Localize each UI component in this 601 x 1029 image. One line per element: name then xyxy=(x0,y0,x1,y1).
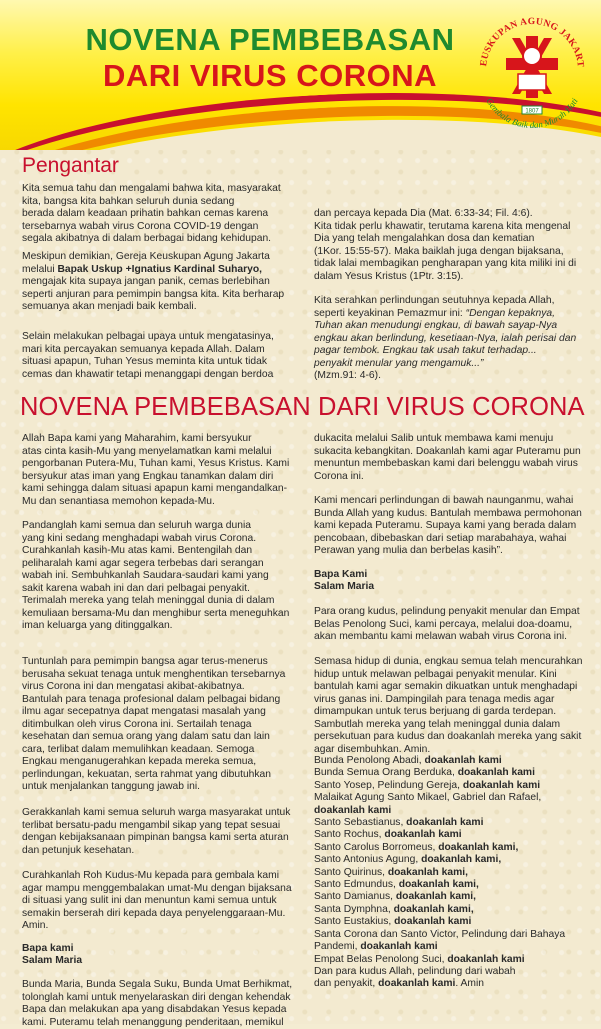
novena-right-paragraph-3: Para orang kudus, pelindung penyakit menular dan Empat Belas Penolong Suci, kami percaya, melalui doa-doamu, akan membantu kami melawan wabah virus Corona ini. xyxy=(314,606,580,642)
litany-invocation: Santa Corona dan Santo Victor, Pelindung dari Bahaya xyxy=(314,928,566,940)
litany-invocation: Bunda Semua Orang Berduka, xyxy=(314,767,458,779)
intro-paragraph-2: Meskipun demikian, Gereja Keuskupan Agung Jakarta melalui Bapak Uskup +Ignatius Kardinal Suharyo, mengajak kita supaya jangan panik, cemas berlebihan seperti anjuran para pemimpin bangsa kita. Kita berharap semuanya akan menjadi baik kembali. xyxy=(22,251,285,312)
litany-invocation: Santo Yosep, Pelindung Gereja, xyxy=(314,779,463,791)
litany-response: doakanlah kami, xyxy=(387,866,468,878)
litany-response: doakanlah kami xyxy=(457,767,535,779)
litany-line xyxy=(314,792,599,804)
litany-line xyxy=(314,941,599,953)
litany-response: doakanlah kami, xyxy=(421,854,502,866)
intro-paragraph-1: Kita semua tahu dan mengalami bahwa kita, masyarakat kita, bangsa kita bahkan seluruh dunia sedang berada dalam keadaan prihatin bahkan cemas karena tersebarnya wabah virus Corona COVID-19 dengan segala akibatnya di dalam berbagai bidang kehidupan. xyxy=(22,183,281,244)
right-prayer-bapa-kami: Bapa Kami xyxy=(314,569,368,580)
novena-left-paragraph-2: Pandanglah kami semua dan seluruh warga dunia yang kini sedang menghadapi wabah virus Corona. Curahkanlah kasih-Mu atas kami. Bentengilah dan peliharalah kami agar segera terbebas dari serangan wabah ini. Sembuhkanlah Saudara-saudari kami yang sakit karena wabah ini dan dari pelbagai penyakit. Terimalah mereka yang telah meninggal dunia di dalam kemuliaan bersama-Mu dan menghibur serta meneguhkan iman keluarga yang ditinggalkan. xyxy=(22,520,290,631)
litany-line xyxy=(314,954,599,966)
litany-line xyxy=(314,978,599,990)
litany-invocation: Bunda Penolong Abadi, xyxy=(314,755,425,766)
litany-line xyxy=(314,891,599,903)
litany-line xyxy=(314,966,599,978)
litany-response: doakanlah kami xyxy=(406,817,484,829)
novena-left-paragraph-4: Gerakkanlah kami semua seluruh warga masyarakat untuk terlibat bersatu-padu mengambil sikap yang tepat sesuai dengan kebijaksanaan pimpinan bangsa kami serta aturan dan petunjuk kesehatan. xyxy=(22,807,291,856)
title-line-1: NOVENA PEMBEBASAN xyxy=(85,22,455,57)
litany-invocation: Santo Damianus, xyxy=(314,891,396,903)
litany-response: doakanlah kami xyxy=(314,804,392,816)
intro-paragraph-5: Kita serahkan perlindungan seutuhnya kepada Allah, seperti keyakinan Pemazmur ini: “Dengan kepaknya, Tuhan akan menudungi engkau, di bawah sayap-Nya engkau akan berlindung, kesetiaan-Nya, ialah perisai dan pagar tembok. Engkau tak usah takut terhadap... penyakit menular yang mengamuk...” (Mzm.91: 4-6). xyxy=(314,295,577,381)
litany-invocation: Pandemi, xyxy=(314,941,361,953)
litany-line xyxy=(314,854,599,866)
novena-right-paragraph-2: Kami mencari perlindungan di bawah naunganmu, wahai Bunda Allah yang kudus. Bantulah membawa permohonan kami kepada Puteramu. Supaya kami yang berada dalam pencobaan, dibebaskan dari setiap marabahaya, wahai Perawan yang mulia dan berbelas kasih”. xyxy=(314,495,582,556)
bishop-name: Bapak Uskup +Ignatius Kardinal Suharyo, xyxy=(57,263,263,275)
title-line-2: DARI VIRUS CORONA xyxy=(102,58,437,93)
litany-line xyxy=(314,904,599,916)
litany-line xyxy=(314,929,599,941)
intro-paragraph-3: Selain melakukan pelbagai upaya untuk mengatasinya, mari kita percayakan semuanya kepada Allah. Dalam situasi apapun, Tuhan Yesus meminta kita untuk tidak cemas dan khawatir tetapi menanggapi dengan berdoa xyxy=(22,331,274,380)
litany-list xyxy=(314,755,599,991)
header-banner xyxy=(0,0,601,150)
left-prayer-salam-maria: Salam Maria xyxy=(22,955,83,966)
novena-heading: NOVENA PEMBEBASAN DARI VIRUS CORONA xyxy=(20,393,585,421)
litany-invocation: Dan para kudus Allah, pelindung dari wabah xyxy=(314,965,516,977)
litany-line xyxy=(314,879,599,891)
litany-invocation: Santo Carolus Borromeus, xyxy=(314,841,439,853)
novena-left-paragraph-3: Tuntunlah para pemimpin bangsa agar terus-menerus berusaha sekuat tenaga untuk menghentikan tersebarnya virus Corona ini dan mengatasi akibat-akibatnya. Bantulah para tenaga profesional dalam pelbagai bidang ilmu agar secepatnya dapat mengatasi masalah yang ditimbulkan oleh virus Corona ini. Sertailah tenaga kesehatan dan semua orang yang dalam satu dan lain cara, terlibat dalam memulihkan keadaan. Semoga Engkau menganugerahkan kepada mereka semua, perlindungan, kekuatan, serta rahmat yang dibutuhkan untuk menjalankan tanggung jawab ini. xyxy=(22,656,286,792)
intro-paragraph-4: dan percaya kepada Dia (Mat. 6:33-34; Fil. 4:6). Kita tidak perlu khawatir, terutama karena kita mengenal Dia yang telah mengalahkan dosa dan kematian (1Kor. 15:55-57). Maka baiklah juga dengan bijaksana, tidak lalai membagikan pengharapan yang kita miliki ini di dalam Yesus Kristus (1Ptr. 3:15). xyxy=(314,208,577,282)
right-prayer-salam-maria: Salam Maria xyxy=(314,581,375,592)
litany-response: doakanlah kami xyxy=(378,978,456,990)
litany-invocation: Malaikat Agung Santo Mikael, Gabriel dan Rafael, xyxy=(314,792,542,804)
litany-line xyxy=(314,916,599,928)
archdiocese-seal-icon xyxy=(468,6,596,134)
litany-response: doakanlah kami, xyxy=(393,903,474,915)
litany-invocation: Santo Antonius Agung, xyxy=(314,854,422,866)
litany-response: doakanlah kami, xyxy=(438,841,519,853)
logo-arc-text: EUSKUPAN AGUNG JAKART xyxy=(479,16,585,68)
psalm-quote: “Dengan kepaknya, Tuhan akan menudungi engkau, di bawah sayap-Nya engkau akan berlindung, kesetiaan-Nya, ialah perisai dan pagar tembok. Engkau tak usah takut terhadap... penyakit menular yang mengamuk...” xyxy=(314,307,577,369)
litany-invocation: Santo Eustakius, xyxy=(314,916,395,928)
litany-line xyxy=(314,829,599,841)
logo-motto: Gembala Baik dan Murah Hati xyxy=(484,96,580,131)
logo-year: 1807 xyxy=(525,108,539,115)
litany-invocation: Santo Edmundus, xyxy=(314,879,399,891)
litany-response: doakanlah kami xyxy=(384,829,462,841)
litany-line xyxy=(314,767,599,779)
litany-tail: . Amin xyxy=(455,978,485,990)
litany-invocation: Empat Belas Penolong Suci, xyxy=(314,953,448,965)
litany-line xyxy=(314,780,599,792)
litany-invocation: Santo Rochus, xyxy=(314,829,385,841)
litany-invocation: Santa Dymphna, xyxy=(314,903,394,915)
novena-right-paragraph-1: dukacita melalui Salib untuk membawa kami menuju sukacita kebangkitan. Doakanlah kami agar Puteramu pun menuntun membebaskan kami dari belenggu wabah virus Corona ini. xyxy=(314,433,581,482)
litany-invocation: dan penyakit, xyxy=(314,978,379,990)
archdiocese-logo xyxy=(468,6,596,134)
litany-response: doakanlah kami xyxy=(447,953,525,965)
novena-right-paragraph-4: Semasa hidup di dunia, engkau semua telah mencurahkan hidup untuk melawan pelbagai penyakit menular. Kini bantulah kami agar semakin dikuatkan untuk menghadapi virus ganas ini. Dampingilah para tenaga medis agar dimampukan untuk terus berjuang di garda terdepan. Sambutlah mereka yang telah meninggal dunia dalam persekutuan para kudus dan doakanlah mereka yang sakit agar disembuhkan. Amin. xyxy=(314,656,583,755)
litany-response: doakanlah kami xyxy=(462,779,541,791)
litany-invocation: Santo Quirinus, xyxy=(314,866,388,878)
litany-line xyxy=(314,805,599,817)
litany-response: doakanlah kami, xyxy=(395,891,476,903)
novena-left-paragraph-1: Allah Bapa kami yang Maharahim, kami bersyukur atas cinta kasih-Mu yang menyelamatkan kami melalui pengorbanan Putera-Mu, Tuhan kami, Yesus Kristus. Kami bersyukur atas iman yang Engkau tanamkan dalam diri kami sehingga dalam situasi apapun kami mengandalkan- Mu dan senantiasa memohon kepada-Mu. xyxy=(22,433,290,507)
litany-invocation: Santo Sebastianus, xyxy=(314,817,407,829)
litany-response: doakanlah kami xyxy=(424,755,502,766)
litany-response: doakanlah kami, xyxy=(398,879,479,891)
litany-line xyxy=(314,842,599,854)
litany-line xyxy=(314,755,599,767)
intro-heading: Pengantar xyxy=(22,154,119,177)
litany-response: doakanlah kami xyxy=(394,916,472,928)
litany-line xyxy=(314,867,599,879)
novena-left-paragraph-5: Curahkanlah Roh Kudus-Mu kepada para gembala kami agar mampu menggembalakan umat-Mu dengan bijaksana di situasi yang sulit ini dan menuntun kami semua untuk semakin berserah diri kepada daya penyelenggaraan-Mu. Amin. xyxy=(22,870,292,931)
litany-line xyxy=(314,817,599,829)
litany-response: doakanlah kami xyxy=(360,941,438,953)
novena-left-paragraph-6: Bunda Maria, Bunda Segala Suku, Bunda Umat Berhikmat, tolonglah kami untuk menyelaraskan diri dengan kehendak Bapa dan melakukan apa yang disabdakan Yesus kepada kami. Puteramu telah menanggung penderitaan, memikul xyxy=(22,979,293,1028)
left-prayer-bapa-kami: Bapa kami xyxy=(22,943,74,954)
